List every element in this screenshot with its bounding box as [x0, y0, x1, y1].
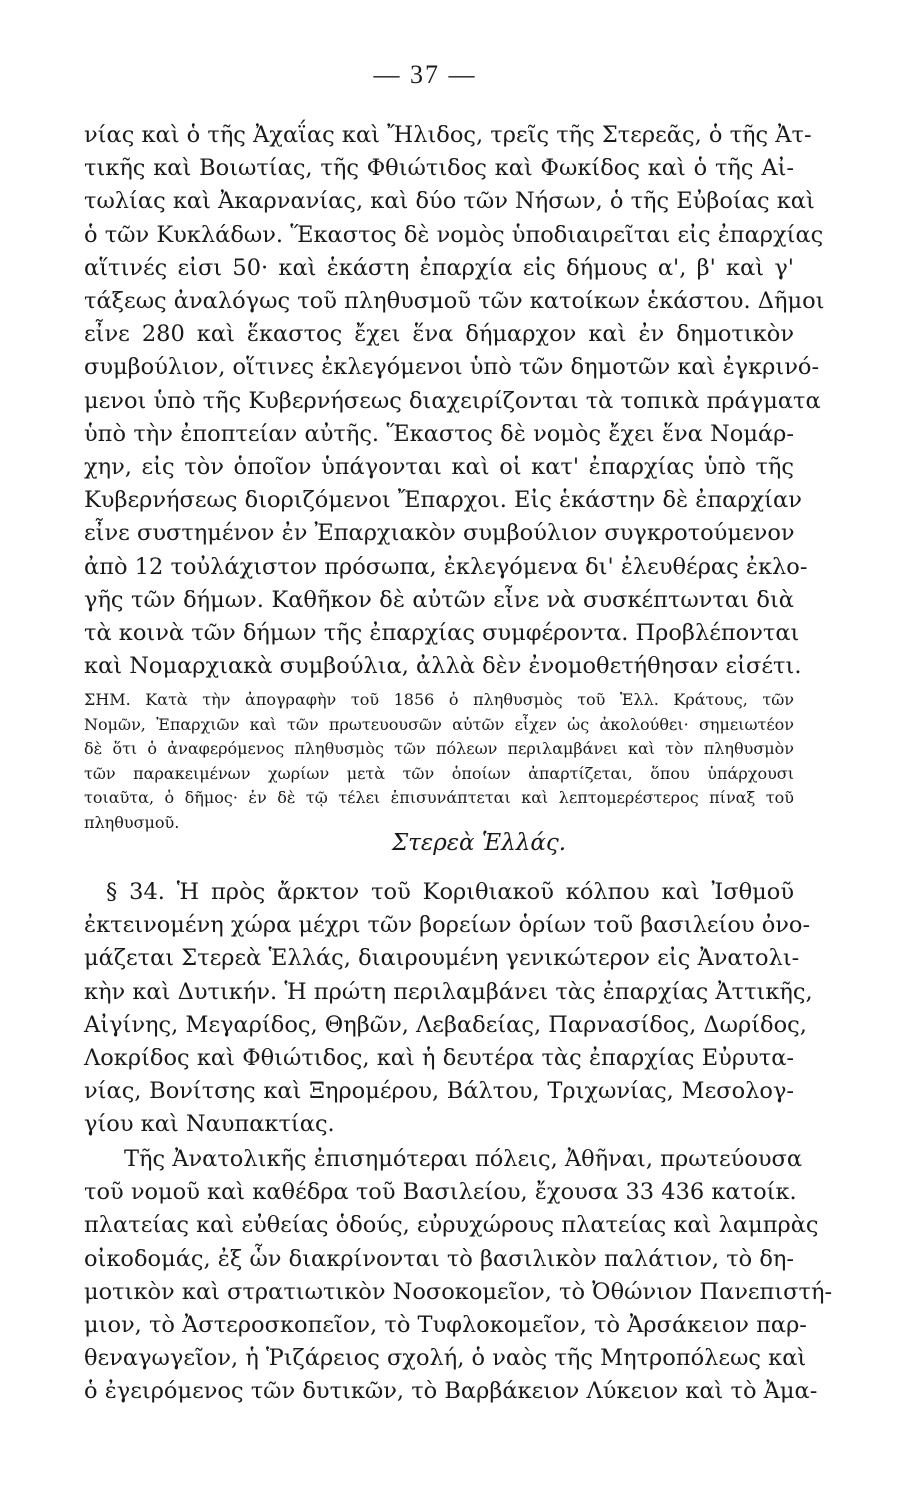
text-line: τὰ κοινὰ τῶν δήμων τῆς ἐπαρχίας συμφέροντα. Προβλέπονται — [84, 620, 800, 647]
text-line: νίας καὶ ὁ τῆς Ἀχαΐας καὶ Ἤλιδος, τρεῖς τῆς Στερεᾶς, ὁ τῆς Ἀτ- — [84, 122, 812, 148]
text-line: εἶνε 280 καὶ ἕκαστος ἔχει ἕνα δήμαρχον καὶ ἐν δημοτικὸν — [84, 321, 794, 348]
text-line: ὁ τῶν Κυκλάδων. Ἕκαστος δὲ νομὸς ὑποδιαιρεῖται εἰς ἐπαρχίας — [84, 221, 824, 248]
footnote — [84, 688, 794, 836]
paragraph-section-34 — [84, 876, 813, 1142]
text-line: ἐκτεινομένη χώρα μέχρι τῶν βορείων ὁρίων τοῦ βασιλείου ὀνο- — [84, 912, 811, 939]
text-line: μιον, τὸ Ἀστεροσκοπεῖον, τὸ Τυφλοκομεῖον, τὸ Ἀρσάκειον παρ- — [84, 1312, 807, 1339]
text-line: μάζεται Στερεὰ Ἑλλάς, διαιρουμένη γενικώτερον εἰς Ἀνατολι- — [84, 945, 800, 972]
text-line: ἀπὸ 12 τοὐλάχιστον πρόσωπα, ἐκλεγόμενα δι' ἐλευθέρας ἐκλο- — [84, 553, 808, 580]
text-line: θεναγωγεῖον, ἡ Ῥιζάρειος σχολή, ὁ ναὸς τῆς Μητροπόλεως καὶ — [84, 1345, 807, 1372]
text-line: οἰκοδομάς, ἐξ ὧν διακρίνονται τὸ βασιλικὸν παλάτιον, τὸ δη- — [84, 1245, 794, 1272]
text-line: νίας, Βονίτσης καὶ Ξηρομέρου, Βάλτου, Τριχωνίας, Μεσολογ- — [84, 1078, 794, 1105]
text-line: πληθυσμοῦ. — [84, 812, 180, 832]
text-line: Αἰγίνης, Μεγαρίδος, Θηβῶν, Λεβαδείας, Παρνασίδος, Δωρίδος, — [84, 1011, 807, 1038]
text-line: τῶν παρακειμένων χωρίων μετὰ τῶν ὁποίων ἀπαρτίζεται, ὅπου ὑπάρχουσι — [84, 763, 794, 783]
text-line: ὑπὸ τὴν ἐποπτείαν αὐτῆς. Ἕκαστος δὲ νομὸς ἔχει ἕνα Νομάρ- — [84, 420, 794, 447]
paragraph-eastern-cities — [84, 1143, 833, 1409]
section-heading: Στερεὰ Ἑλλάς. — [391, 830, 567, 856]
text-line: § 34. Ἡ πρὸς ἄρκτον τοῦ Κοριθιακοῦ κόλπου καὶ Ἰσθμοῦ — [106, 879, 794, 905]
text-line: τωλίας καὶ Ἀκαρνανίας, καὶ δύο τῶν Νήσων, ὁ τῆς Εὐβοίας καὶ — [84, 188, 815, 215]
text-line: Τῆς Ἀνατολικῆς ἐπισημότεραι πόλεις, Ἀθῆναι, πρωτεύουσα — [124, 1146, 803, 1172]
text-line: συμβούλιον, οἵτινες ἐκλεγόμενοι ὑπὸ τῶν δημοτῶν καὶ ἐγκρινό- — [84, 354, 820, 381]
text-line: ὁ ἐγειρόμενος τῶν δυτικῶν, τὸ Βαρβάκειον Λύκειον καὶ τὸ Ἀμα- — [84, 1378, 818, 1405]
text-line: ΣΗΜ. Κατὰ τὴν ἀπογραφὴν τοῦ 1856 ὁ πληθυσμὸς τοῦ Ἑλλ. Κράτους, τῶν — [84, 690, 794, 709]
text-line: Κυβερνήσεως διοριζόμενοι Ἔπαρχοι. Εἰς ἑκάστην δὲ ἐπαρχίαν — [84, 487, 802, 514]
text-line: κὴν καὶ Δυτικήν. Ἡ πρώτη περιλαμβάνει τὰς ἐπαρχίας Ἀττικῆς, — [84, 978, 813, 1005]
text-line: αἵτινές εἰσι 50· καὶ ἑκάστη ἐπαρχία εἰς δήμους α', β' καὶ γ' — [84, 254, 794, 281]
text-line: τάξεως ἀναλόγως τοῦ πληθυσμοῦ τῶν κατοίκων ἑκάστου. Δῆμοι — [84, 288, 825, 315]
text-line: μοτικὸν καὶ στρατιωτικὸν Νοσοκομεῖον, τὸ Ὀθώνιον Πανεπιστή- — [84, 1278, 833, 1305]
text-line: εἶνε συστημένον ἐν Ἐπαρχιακὸν συμβούλιον συγκροτούμενον — [84, 520, 795, 547]
text-line: χην, εἰς τὸν ὁποῖον ὑπάγονται καὶ οἱ κατ' ἐπαρχίας ὑπὸ τῆς — [84, 454, 794, 481]
text-line: γίου καὶ Ναυπακτίας. — [84, 1111, 335, 1138]
text-line: καὶ Νομαρχιακὰ συμβούλια, ἀλλὰ δὲν ἐνομοθετήθησαν εἰσέτι. — [84, 653, 802, 680]
text-line: γῆς τῶν δήμων. Καθῆκον δὲ αὐτῶν εἶνε νὰ συσκέπτωνται διὰ — [84, 586, 794, 613]
paragraph-administrative-division — [84, 119, 825, 683]
text-line: Νομῶν, Ἐπαρχιῶν καὶ τῶν πρωτευουσῶν αὐτῶν εἶχεν ὡς ἀκολούθει· σημειωτέον — [84, 714, 794, 734]
text-line: Λοκρίδος καὶ Φθιώτιδος, καὶ ἡ δευτέρα τὰς ἐπαρχίας Εὐρυτα- — [84, 1045, 794, 1072]
text-line: τοῦ νομοῦ καὶ καθέδρα τοῦ Βασιλείου, ἔχουσα 33 436 κατοίκ. — [84, 1179, 797, 1206]
text-line: τικῆς καὶ Βοιωτίας, τῆς Φθιώτιδος καὶ Φωκίδος καὶ ὁ τῆς Αἰ- — [84, 155, 794, 182]
text-line: τοιαῦτα, ὁ δῆμος· ἐν δὲ τῷ τέλει ἐπισυνάπτεται καὶ λεπτομερέστερος πίναξ τοῦ — [84, 788, 794, 808]
page-number: — 37 — — [373, 60, 477, 89]
text-line: δὲ ὅτι ὁ ἀναφερόμενος πληθυσμὸς τῶν πόλεων περιλαμβάνει καὶ τὸν πληθυσμὸν — [84, 739, 794, 759]
text-line: μενοι ὑπὸ τῆς Κυβερνήσεως διαχειρίζονται τὰ τοπικὰ πράγματα — [84, 387, 821, 414]
text-line: πλατείας καὶ εὐθείας ὁδούς, εὐρυχώρους πλατείας καὶ λαμπρὰς — [84, 1212, 819, 1239]
